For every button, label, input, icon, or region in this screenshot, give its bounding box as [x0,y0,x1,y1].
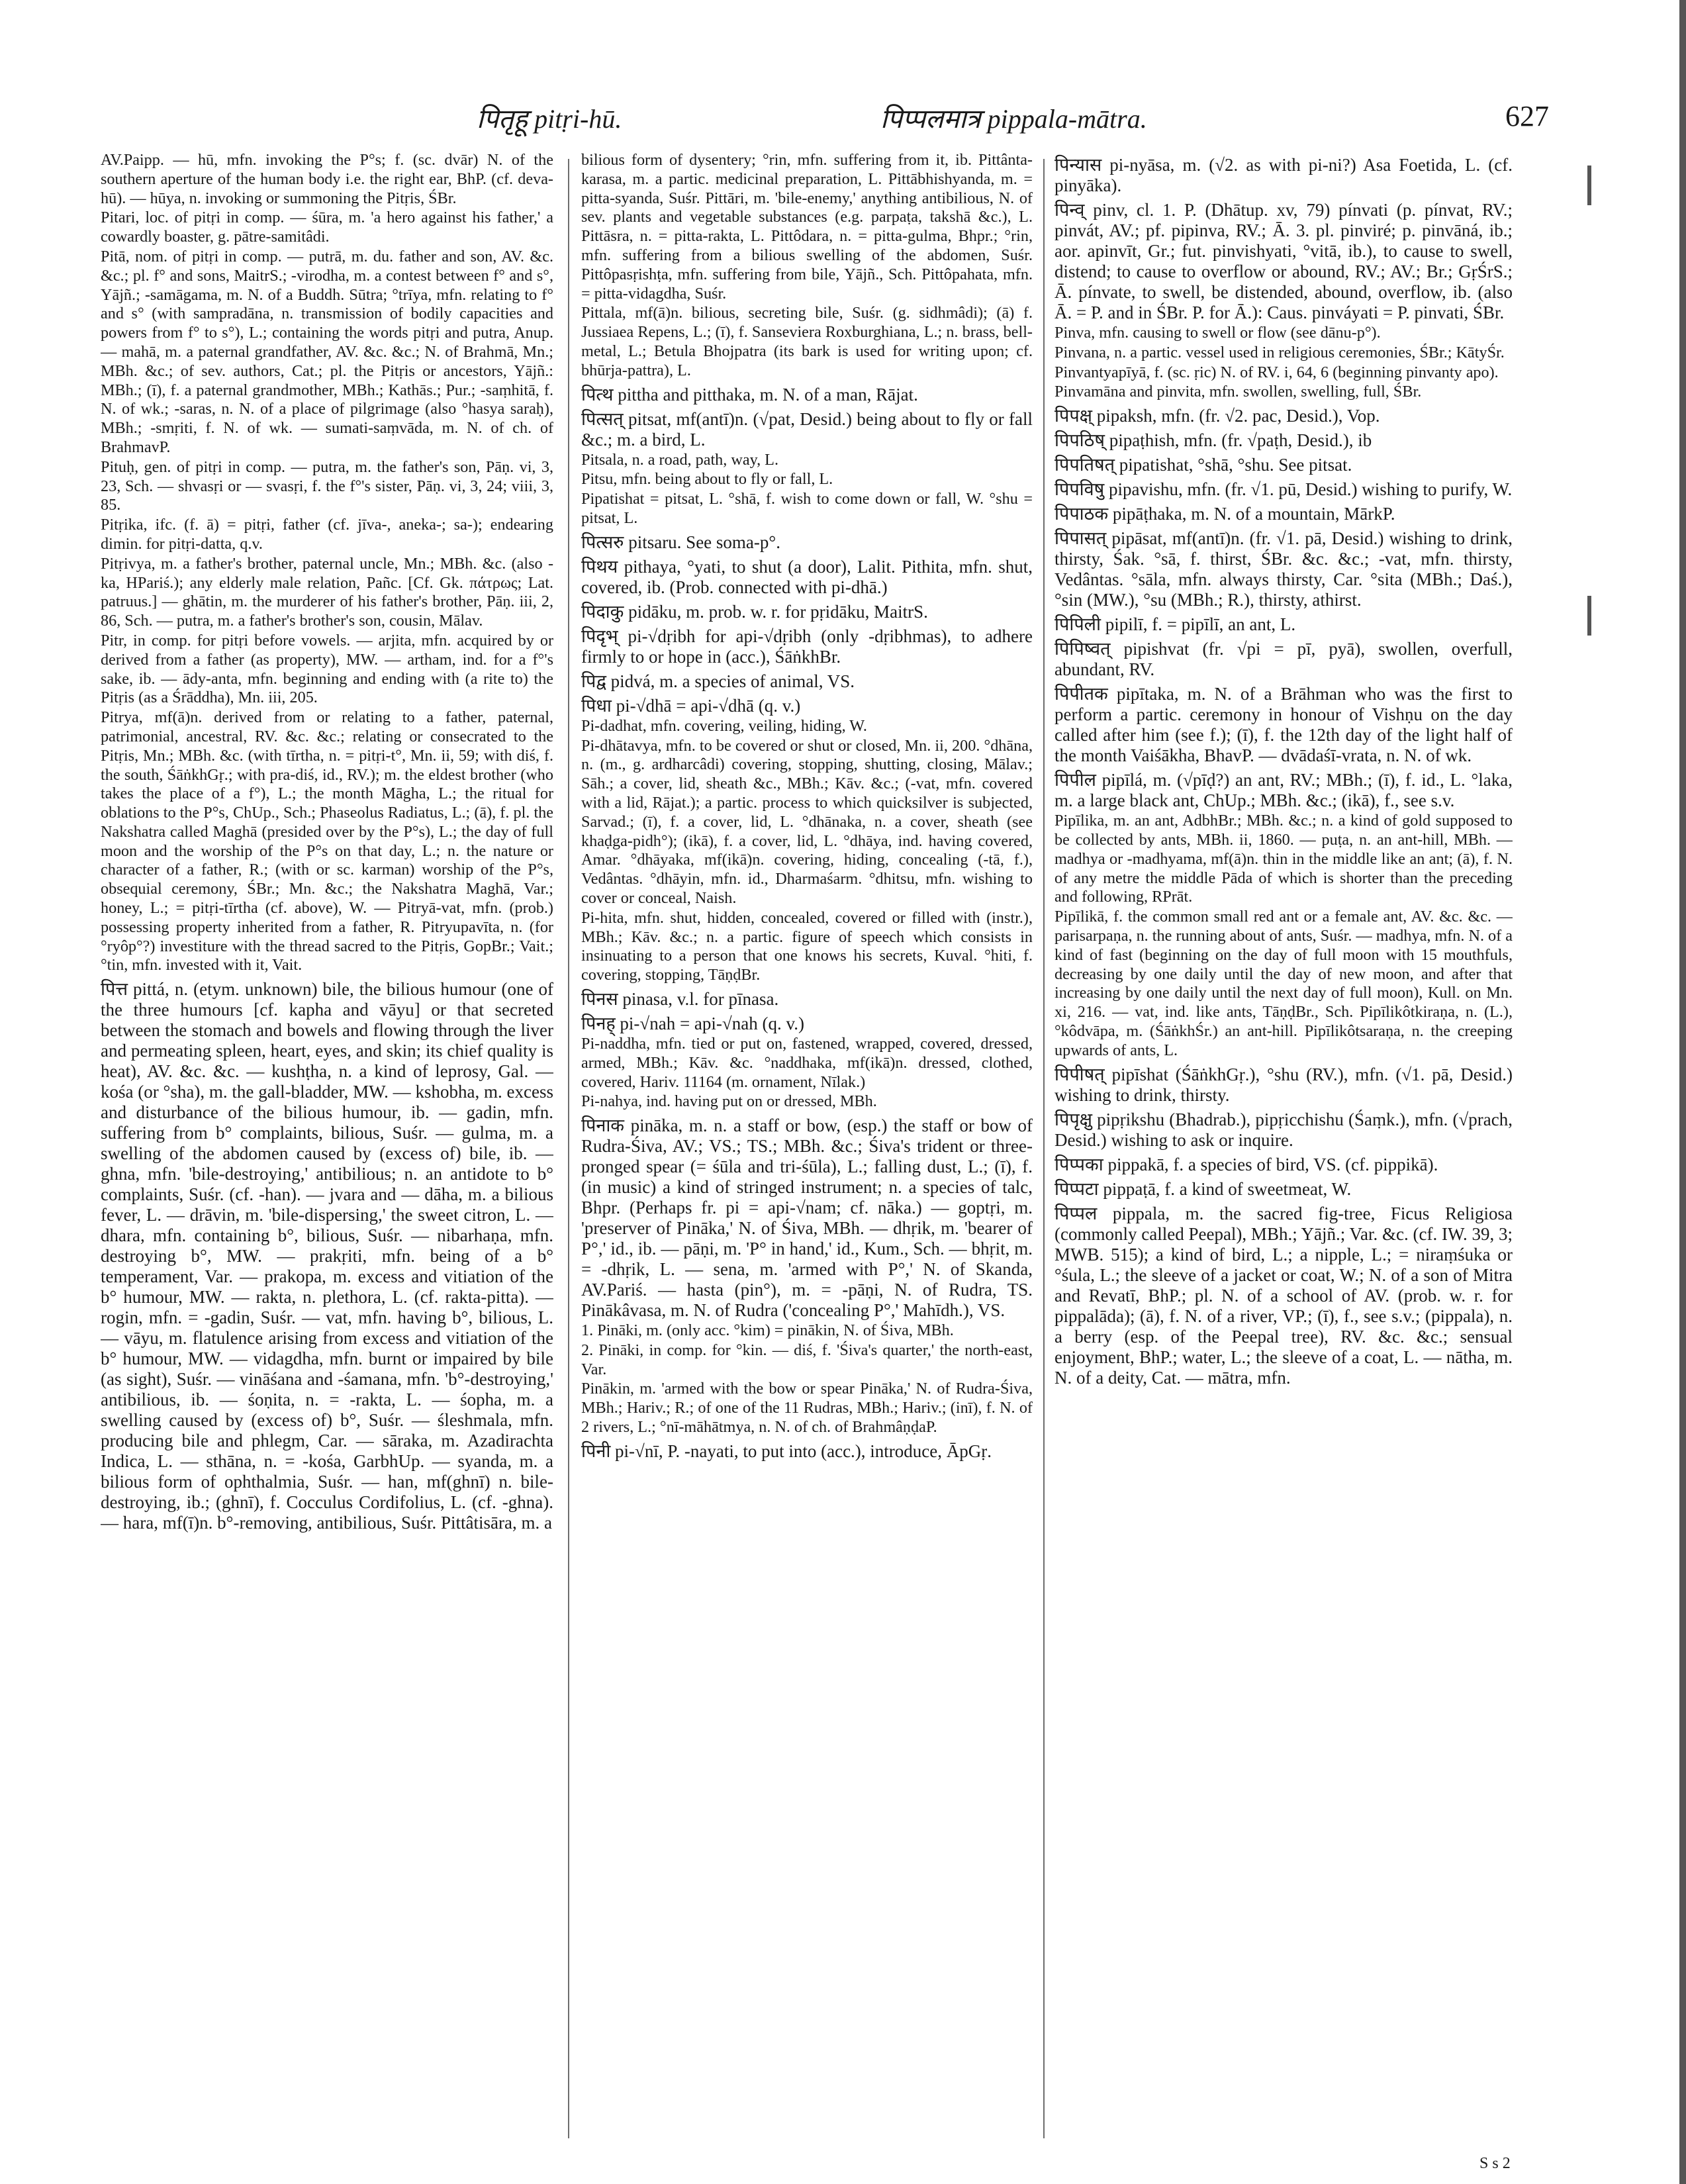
dictionary-entry-major: पिथय pithaya, °yati, to shut (a door), Lalit. Pithita, mfn. shut, covered, ib. (Prob. connected with pi-dhā.) [581,556,1033,597]
dictionary-entry: AV.Paipp. — hū, mfn. invoking the P°s; f. (sc. dvār) N. of the southern aperture of the human body i.e. the right ear, BhP. (cf. deva-hū). — hūya, n. invoking or summoning the Pitṛis, ŚBr. [101,151,553,207]
dictionary-entry-major: पिद्व pidvá, m. a species of animal, VS. [581,671,855,691]
dictionary-entry-major: पित्सत् pitsat, mf(antī)n. (√pat, Desid.) being about to fly or fall &c.; m. a bird, L. [581,408,1033,450]
dictionary-entry: Pitr, in comp. for pitṛi before vowels. — arjita, mfn. acquired by or derived from a father (as property), MW. — artham, ind. for a f°'s sake, ib. — ādy-anta, mfn. beginning and ending with (a rite to) the Pitṛis (as a Śrāddha), Mn. iii, 205. [101,631,553,707]
dictionary-entry: Pipatishat = pitsat, L. °shā, f. wish to come down or fall, W. °shu = pitsat, L. [581,490,1033,527]
dictionary-entry: Pi-dhātavya, mfn. to be covered or shut or closed, Mn. ii, 200. °dhāna, n. (m., g. ardharcâdi) covering, stopping, shutting, closing, Mālav.; Sāh.; a cover, lid, sheath &c., MBh.; Kāv. &c.; (-vat, mfn. covered with a lid, Rājat.); a partic. process to which quicksilver is subjected, Sarvad.; (ī), f. a cover, lid, L. °dhānaka, n. a cover, sheath (see khaḍga-pidh°); (ikā), f. a cover, lid, L. °dhāya, ind. having covered, Amar. °dhāyaka, mf(ikā)n. covering, hiding, concealing (-tā, f.), Vedântas. °dhāyin, mfn. id., Dharmaśarm. °dhitsu, mfn. wishing to cover or conceal, Naish. [581,736,1033,907]
dictionary-entry-major: पिनी pi-√nī, P. -nayati, to put into (acc.), introduce, ĀpGṛ. [581,1441,992,1461]
dictionary-entry: Pi-naddha, mfn. tied or put on, fastened, wrapped, covered, dressed, armed, MBh.; Kāv. &c. °naddhaka, mf(ikā)n. dressed, clothed, covered, Hariv. 11164 (m. ornament, Nīlak.) [581,1034,1033,1091]
margin-mark [1587,166,1591,205]
dictionary-entry-major: पित्थ pittha and pitthaka, m. N. of a man, Rājat. [581,384,918,404]
dictionary-entry-major: पिप्पका pippakā, f. a species of bird, VS. (cf. pippikā). [1054,1154,1438,1174]
dictionary-entry: Pi-dadhat, mfn. covering, veiling, hiding, W. [581,716,867,735]
dictionary-entry-major: पिनाक pināka, m. n. a staff or bow, (esp.) the staff or bow of Rudra-Śiva, AV.; VS.; TS.; MBh. &c.; Śiva's trident or three-pronged spear (= śūla and tri-śūla), L.; falling dust, L.; (ī), f. (in music) a kind of stringed instrument; n. a species of talc, Bhpr. (Perhaps fr. pi = api-√nam; cf. nāka.) — goptṛi, m. 'preserver of Pināka,' N. of Śiva, MBh. — dhṛik, m. 'bearer of P°,' id., ib. — pāṇi, m. 'P° in hand,' id., Kum., Sch. — bhṛit, m. = -dhṛik, L. — sena, m. 'armed with P°,' N. of Skanda, AV.Pariś. — hasta (pin°), m. = -pāṇi, N. of Rudra, TS. Pinākâvasa, m. N. of Rudra ('concealing P°,' Mahīdh.), VS. [581,1116,1033,1321]
dictionary-entry-major: पिपाठक pipāṭhaka, m. N. of a mountain, MārkP. [1054,504,1395,524]
dictionary-entry-major: पिपिली pipilī, f. = pipīlī, an ant, L. [1054,614,1296,635]
signature-mark: S s 2 [1479,2155,1511,2172]
dictionary-column-3 [1054,151,1513,2130]
dictionary-entry: 2. Pināki, in comp. for °kin. — diś, f. 'Śiva's quarter,' the north-east, Var. [581,1341,1033,1378]
dictionary-entry-major: पिपिष्वत् pipishvat (fr. √pi = pī, pyā), swollen, overfull, abundant, RV. [1054,639,1513,680]
page-number: 627 [1505,100,1549,132]
dictionary-entry-major: पिन्व् pinv, cl. 1. P. (Dhātup. xv, 79) pínvati (p. pínvat, RV.; pinvát, AV.; pf. pipinva, RV.; Ā. 3. pl. pinviré; p. pinvāná, ib.; aor. apinvīt, Gr.; fut. pinvishyati, °vitā, ib.), to cause to swell, distend; to cause to overflow or abound, RV.; AV.; Br.; GṛŚrS.; Ā. pínvate, to swell, be distended, abound, overflow, ib. (also Ā. = P. and in ŚBr. P. for Ā.): Caus. pinváyati = P. pinvati, ŚBr. [1054,200,1513,322]
column-divider-1 [568,159,569,2138]
center-running-head: पिप्पलमात्र pippala-mātra. [880,104,1147,134]
dictionary-column-2 [581,151,1033,2130]
dictionary-entry: Pinva, mfn. causing to swell or flow (see dānu-p°). [1054,324,1381,342]
dictionary-entry-major: पिपक्ष् pipaksh, mfn. (fr. √2. pac, Desid.), Vop. [1054,406,1380,426]
dictionary-entry: Pipīlika, m. an ant, AdbhBr.; MBh. &c.; n. a kind of gold supposed to be collected by ants, MBh. ii, 1860. — puṭa, n. an ant-hill, MBh. — madhya or -madhyama, mf(ā)n. thin in the middle like an ant; (ā), f. N. of any metre the middle Pāda of which is shorter than the preceding and following, RPrāt. [1054,812,1513,906]
dictionary-entry: Pitrya, mf(ā)n. derived from or relating to a father, paternal, patrimonial, ancestral, RV. &c. &c.; relating or consecrated to the Pitṛis, Mn.; MBh. &c. (with tīrtha, n. = pitṛi-t°, Mn. ii, 59; with diś, f. the south, ŚāṅkhGṛ.; with pra-diś, id., RV.); m. the eldest brother (who takes the place of a f°), L.; the month Māgha, L.; the ritual for oblations to the P°s, ChUp., Sch.; Phaseolus Radiatus, L.; (ā), f. pl. the Nakshatra called Maghā (presided over by the P°s), L.; the day of full moon and the worship of the P°s on that day, L.; n. the nature or character of a father, R.; (with or sc. karman) worship of the P°s, obsequial ceremony, ŚBr.; Mn. &c.; the Nakshatra Maghā, Var.; honey, L.; = pitṛi-tīrtha (cf. above), W. — Pitryā-vat, mfn. (prob.) possessing property inherited from a father, R. Pitryupavīta, n. (for °ryôp°?) investiture with the thread sacred to the Pitṛis, GopBr.; Vait.; °tin, mfn. invested with it, Vait. [101,708,553,974]
dictionary-entry: Pitsala, n. a road, path, way, L. [581,450,779,469]
dictionary-entry-major: पिपासत् pipāsat, mf(antī)n. (fr. √1. pā, Desid.) wishing to drink, thirsty, Śak. °sā, f. thirst, ŚBr. &c. &c.; -vat, mfn. thirsty, Vedântas. °sāla, mfn. always thirsty, Car. °sita (MBh.; Daś.), °sin (MW.), °su (MBh.; R.), thirsty, athirst. [1054,528,1513,610]
dictionary-entry-major: पिदृभ् pi-√dṛibh for api-√dṛibh (only -dṛibhmas), to adhere firmly to or hope in (acc.), ŚāṅkhBr. [581,626,1033,667]
dictionary-entry-major: पिपीतक pipītaka, m. N. of a Brāhman who was the first to perform a partic. ceremony in honour of Vishṇu on the day called after him (see f.); (ī), f. the 12th day of the light half of the month Vaiśākha, BhavP. — dvādaśī-vrata, n. N. of wk. [1054,684,1513,766]
dictionary-entry: Pinvantyapīyā, f. (sc. ṛic) N. of RV. i, 64, 6 (beginning pinvanty apo). [1054,363,1499,381]
dictionary-entry: Pinākin, m. 'armed with the bow or spear Pināka,' N. of Rudra-Śiva, MBh.; Hariv.; R.; of one of the 11 Rudras, MBh.; Hariv.; (inī), f. N. of 2 rivers, L.; °nī-māhātmya, n. N. of ch. of BrahmâṇḍaP. [581,1380,1033,1437]
dictionary-entry: Pi-nahya, ind. having put on or dressed, MBh. [581,1092,877,1111]
dictionary-column-1 [101,151,553,2130]
column-divider-2 [1043,159,1045,2138]
dictionary-entry-major: पिपतिषत् pipatishat, °shā, °shu. See pitsat. [1054,455,1352,475]
dictionary-entry-major: पित्त pittá, n. (etym. unknown) bile, the bilious humour (one of the three humours [cf. kapha and vāyu] or that secreted between the stomach and bowels and flowing through the liver and permeating spleen, heart, eyes, and skin; its chief quality is heat), AV. &c. &c. — kushṭha, n. a kind of leprosy, Gal. — kośa (or °sha), m. the gall-bladder, MW. — kshobha, m. excess and disturbance of the bilious humour, ib. — gadin, mfn. suffering from b° complaints, bilious, Suśr. — gulma, m. a swelling of the abdomen caused by (excess of) bile, ib. — ghna, mfn. 'bile-destroying,' antibilious; n. an antidote to b° complaints, Suśr. (cf. -han). — jvara and — dāha, m. a bilious fever, L. — drāvin, m. 'bile-dispersing,' the sweet citron, L. — dhara, mfn. containing b°, bilious, Suśr. — nibarhaṇa, mfn. destroying b°, MW. — prakṛiti, mfn. being of a b° temperament, Var. — prakopa, m. excess and vitiation of the b° humour, MW. — rakta, n. plethora, L. (cf. rakta-pitta). — rogin, mfn. = -gadin, Suśr. — vat, mfn. having b°, bilious, L. — vāyu, m. flatulence arising from excess and vitiation of the b° humour, MW. — vidagdha, mfn. burnt or impaired by bile (as sight), Suśr. — vināśana and -śamana, mfn. 'b°-destroying,' antibilious, ib. — śoṇita, n. = -rakta, L. — śopha, m. a swelling caused by (excess of) b°, Suśr. — śleshmala, mfn. producing bile and phlegm, Car. — sāraka, m. Azadirachta Indica, L. — sthāna, n. = -kośa, GarbhUp. — syanda, m. a bilious form of ophthalmia, Suśr. — han, mf(ghnī) n. bile-destroying, ib.; (ghnī), f. Cocculus Cordifolius, L. (cf. -ghna). — hara, mf(ī)n. b°-removing, antibilious, Suśr. Pittâtisāra, m. a [101,979,553,1533]
dictionary-entry-major: पिपृक्षु pipṛikshu (Bhadrab.), pipṛicchishu (Śaṃk.), mfn. (√prach, Desid.) wishing to ask or inquire. [1054,1109,1513,1150]
dictionary-entry-major: पिप्पल pippala, m. the sacred fig-tree, Ficus Religiosa (commonly called Peepal), MBh.; Yājñ.; Var. &c. (cf. IW. 39, 3; MWB. 515); a kind of bird, L.; a nipple, L.; = niraṃśuka or °śula, L.; the sleeve of a jacket or coat, W.; N. of a son of Mitra and Revatī, BhP.; pl. N. of a school of AV. (prob. w. r. for pippalāda); (ā), f. N. of a river, VP.; (ī), f., see s.v.; (pippala), n. a berry (esp. of the Peepal tree), RV. &c. &c.; sensual enjoyment, BhP.; water, L.; the sleeve of a coat, L. — nātha, m. N. of a deity, Cat. — mātra, mfn. [1054,1203,1513,1388]
dictionary-entry-major: पिप्पटा pippaṭā, f. a kind of sweetmeat, W. [1054,1178,1352,1199]
margin-mark [1587,596,1591,636]
page-header [152,99,1549,139]
dictionary-entry: 1. Pināki, m. (only acc. °kim) = pinākin, N. of Śiva, MBh. [581,1321,954,1340]
dictionary-entry-major: पिपठिष् pipaṭhish, mfn. (fr. √paṭh, Desid.), ib [1054,430,1372,451]
dictionary-entry-major: पिपविषु pipavishu, mfn. (fr. √1. pū, Desid.) wishing to purify, W. [1054,479,1513,500]
dictionary-entry: Pipīlikā, f. the common small red ant or a female ant, AV. &c. &c. — parisarpaṇa, n. the running about of ants, Suśr. — madhya, mfn. N. of a kind of fast (beginning on the day of full moon with 15 mouthfuls, decreasing by one daily until the day of new moon, and after that increasing by one daily until the next day of full moon), Kull. on Mn. xi, 216. — vat, ind. like ants, TāṇḍBr., Sch. Pipīlikôtkiraṇa, n. (L.), °kôdvāpa, m. (ŚāṅkhŚr.) an ant-hill. Pipīlikôtsaraṇa, n. the creeping upwards of ants, L. [1054,908,1513,1059]
left-running-head: पितृहू pitṛi-hū. [477,104,622,134]
dictionary-entry: Pittala, mf(ā)n. bilious, secreting bile, Suśr. (g. sidhmâdi); (ā) f. Jussiaea Repens, L.; (ī), f. Sanseviera Roxburghiana, L.; n. brass, bell-metal, L.; Betula Bhojpatra (its bark is used for writing upon; cf. bhūrja-pattra), L. [581,304,1033,379]
dictionary-entry-major: पिनस pinasa, v.l. for pīnasa. [581,988,779,1009]
dictionary-entry-major: पिधा pi-√dhā = api-√dhā (q. v.) [581,695,801,716]
dictionary-entry: Pituḥ, gen. of pitṛi in comp. — putra, m. the father's son, Pāṇ. vi, 3, 23, Sch. — shvasṛi or — svasṛi, f. the f°'s sister, Pāṇ. vi, 3, 24; viii, 3, 85. [101,457,553,514]
dictionary-entry-major: पिनह् pi-√nah = api-√nah (q. v.) [581,1013,804,1033]
dictionary-entry: Pinvamāna and pinvita, mfn. swollen, swelling, full, ŚBr. [1054,383,1422,401]
dictionary-entry: Pitsu, mfn. being about to fly or fall, L. [581,470,833,489]
dictionary-entry-major: पिन्यास pi-nyāsa, m. (√2. as with pi-ni?) Asa Foetida, L. (cf. pinyāka). [1054,155,1513,195]
dictionary-entry: Pitari, loc. of pitṛi in comp. — śūra, m. 'a hero against his father,' a cowardly boaster, g. pātre-samitâdi. [101,209,553,246]
dictionary-entry-major: पिपीषत् pipīshat (ŚāṅkhGṛ.), °shu (RV.), mfn. (√1. pā, Desid.) wishing to drink, thirsty. [1054,1064,1513,1105]
dictionary-entry: Pitā, nom. of pitṛi in comp. — putrā, m. du. father and son, AV. &c. &c.; pl. f° and sons, MaitrS.; -virodha, m. a contest between f° and s°, Yājñ.; -samāgama, m. N. of a Buddh. Sūtra; °trīya, mfn. relating to f° and s° (with sampradāna, n. transmission of bodily capacities and powers from f° to s°), L.; containing the words pitṛi and putra, Anup. — mahā, m. a paternal grandfather, AV. &c. &c.; N. of Brahmā, Mn.; MBh. &c.; of sev. authors, Cat.; pl. the Pitṛis or ancestors, Yājñ.: MBh.; (ī), f. a paternal grandmother, MBh.; Kathās.; Pur.; -saṃhitā, f. N. of wk.; -saras, n. N. of a place of pilgrimage (also °hasya saraḥ), MBh.; -smṛiti, f. N. of wk. — sumati-saṃvāda, m. N. of ch. of BrahmavP. [101,247,553,456]
dictionary-entry-major: पिदाकु pidāku, m. prob. w. r. for pṛidāku, MaitrS. [581,601,928,622]
dictionary-entry-major: पिपील pipīlá, m. (√pīḍ?) an ant, RV.; MBh.; (ī), f. id., L. °laka, m. a large black ant, ChUp.; MBh. &c.; (ikā), f., see s.v. [1054,770,1513,811]
dictionary-entry: Pinvana, n. a partic. vessel used in religious ceremonies, ŚBr.; KātyŚr. [1054,343,1505,361]
dictionary-entry: Pitṛivya, m. a father's brother, paternal uncle, Mn.; MBh. &c. (also -ka, HPariś.); any elderly male relation, Pañc. [Cf. Gk. πάτρως; Lat. patruus.] — ghātin, m. the murderer of his father's brother, Pāṇ. iii, 2, 86, Sch. — putra, m. a father's brother's son, cousin, Mālav. [101,554,553,630]
dictionary-entry: Pi-hita, mfn. shut, hidden, concealed, covered or filled with (instr.), MBh.; Kāv. &c.; n. a partic. figure of speech which consists in insinuating to a person that one knows his secrets, Kuval. °hiti, f. covering, stopping, TāṇḍBr. [581,908,1033,984]
dictionary-entry: Pitṛika, ifc. (f. ā) = pitṛi, father (cf. jīva-, aneka-; sa-); endearing dimin. for pitṛi-datta, q.v. [101,516,553,553]
dictionary-entry: bilious form of dysentery; °rin, mfn. suffering from it, ib. Pittânta-karasa, m. a partic. medicinal preparation, L. Pittābhishyanda, m. = pitta-syanda, Suśr. Pittāri, m. 'bile-enemy,' anything antibilious, N. of sev. plants and vegetable substances (e.g. parpaṭa, takshā &c.), L. Pittāsra, n. = pitta-rakta, L. Pittôdara, n. = pitta-gulma, Bhpr.; °rin, mfn. suffering from a bilious swelling of the abdomen, Suśr. Pittôpasṛishṭa, mfn. suffering from bile, Yājñ., Sch. Pittôpahata, mfn. = pitta-vidagdha, Suśr. [581,151,1033,303]
dictionary-entry-major: पित्सरु pitsaru. See soma-p°. [581,532,780,552]
scan-edge-shadow [1679,0,1686,2184]
